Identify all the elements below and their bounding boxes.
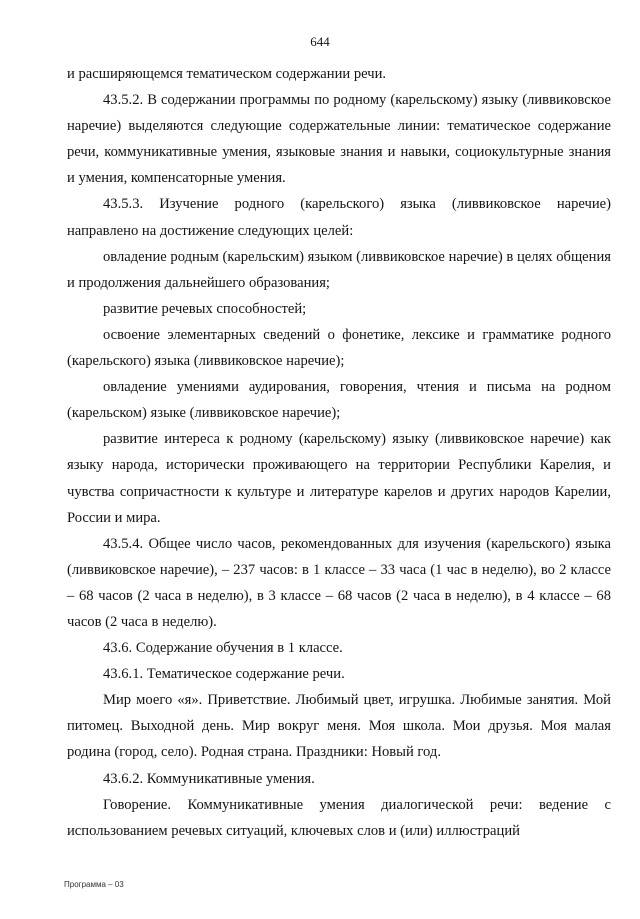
heading-43-6-1: 43.6.1. Тематическое содержание речи. — [103, 666, 345, 683]
goal-item-3: освоение элементарных сведений о фонетике, лексике и грамматике родного (карельского) языка (ливвиковское наречие); — [67, 326, 611, 370]
paragraph-speaking: Говорение. Коммуникативные умения диалогической речи: ведение с использованием речевых ситуаций, ключевых слов и (или) иллюстраций — [67, 796, 611, 839]
body-text — [67, 61, 611, 844]
heading-43-6-2: 43.6.2. Коммуникативные умения. — [103, 770, 315, 787]
goal-item-2: развитие речевых способностей; — [103, 300, 307, 317]
goal-item-5: развитие интереса к родному (карельскому) языку (ливвиковское наречие) как языку народа, исторически проживающего на территории Республики Карелия, и чувства сопричастности к культуре и литературе карелов и других народов Карелии, России и мира. — [67, 431, 611, 526]
goal-item-1: овладение родным (карельским) языком (ливвиковское наречие) в целях общения и продолжения дальнейшего образования; — [67, 248, 611, 291]
paragraph-43-5-3: 43.5.3. Изучение родного (карельского) языка (ливвиковское наречие) направлено на достижение следующих целей: — [67, 196, 611, 239]
footer-label: Программа – 03 — [64, 880, 124, 889]
paragraph-topics: Мир моего «я». Приветствие. Любимый цвет, игрушка. Любимые занятия. Мой питомец. Выходной день. Мир вокруг меня. Моя школа. Мои друзья. Моя малая родина (город, село). Родная страна. Праздники: Новый год. — [67, 692, 611, 761]
page-number: 644 — [310, 34, 330, 49]
goal-item-4: овладение умениями аудирования, говорения, чтения и письма на родном (карельском) языке (ливвиковское наречие); — [67, 379, 611, 422]
paragraph-43-5-2: 43.5.2. В содержании программы по родному (карельскому) языку (ливвиковское наречие) выделяются следующие содержательные линии: тематическое содержание речи, коммуникативные умения, языковые знания и навыки, социокультурные знания и умения, компенсаторные умения. — [67, 92, 611, 187]
heading-43-6: 43.6. Содержание обучения в 1 классе. — [103, 640, 343, 657]
paragraph-43-5-4: 43.5.4. Общее число часов, рекомендованных для изучения (карельского) языка (ливвиковское наречие), – 237 часов: в 1 классе – 33 часа (1 час в неделю), во 2 классе – 68 часов (2 часа в неделю), в 3 классе – 68 часов (2 часа в неделю), в 4 классе – 68 часов (2 часа в неделю). — [67, 535, 611, 630]
paragraph-continuation: и расширяющемся тематическом содержании речи. — [67, 66, 387, 82]
